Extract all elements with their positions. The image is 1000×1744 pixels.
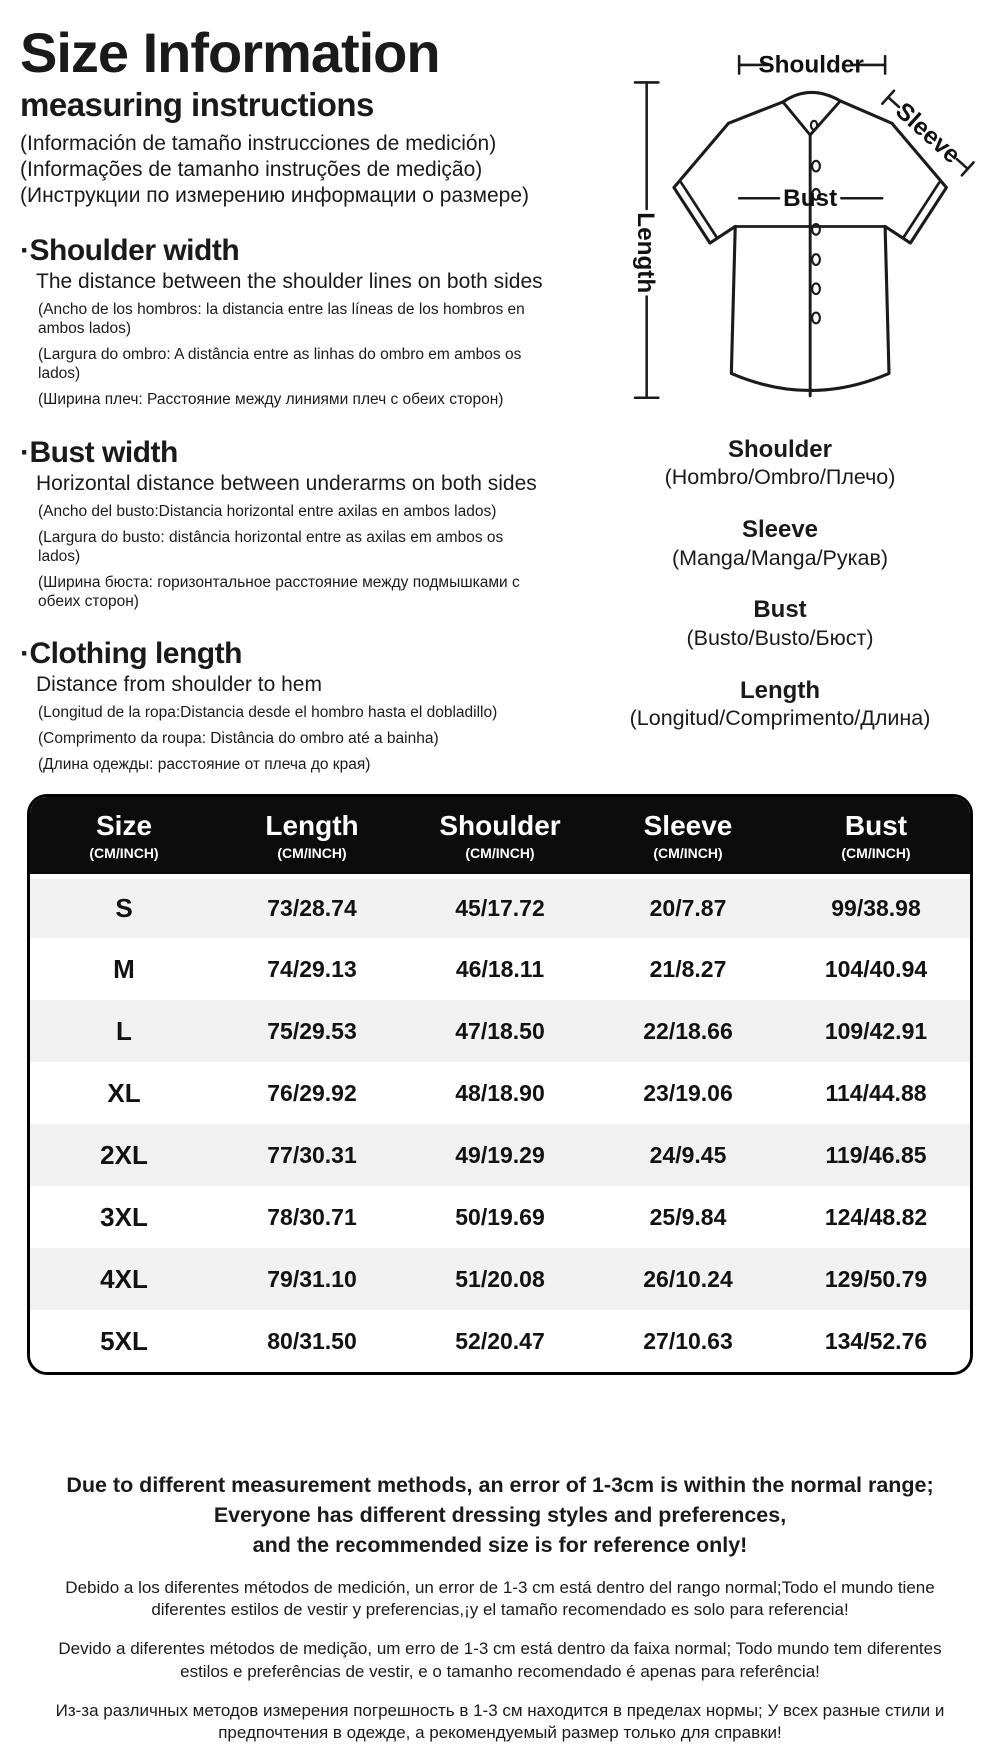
legend-term: Shoulder bbox=[727, 436, 832, 463]
section-description: Distance from shoulder to hem bbox=[36, 673, 322, 697]
sleeve-cell: 25/9.84 bbox=[649, 1203, 727, 1230]
size-cell: M bbox=[113, 953, 135, 984]
length-cell: 76/29.92 bbox=[267, 1079, 357, 1106]
length-cell: 80/31.50 bbox=[267, 1327, 357, 1354]
disclaimer-section bbox=[0, 1471, 1000, 1744]
section-translation-es: (Ancho de los hombros: la distancia entre las líneas de los hombros en ambos lados) bbox=[38, 301, 525, 338]
header-cell-bust bbox=[782, 797, 970, 876]
section-translation-ru: (Длина одежды: расстояние от плеча до края) bbox=[38, 756, 371, 774]
bust-cell: 119/46.85 bbox=[825, 1141, 927, 1168]
table-row-3xl bbox=[30, 1186, 970, 1248]
shoulder-cell: 50/19.69 bbox=[455, 1203, 545, 1230]
bust-cell: 129/50.79 bbox=[824, 1265, 928, 1292]
section-clothing-length bbox=[20, 637, 560, 775]
legend-translation: (Longitud/Comprimento/Длина) bbox=[629, 705, 931, 730]
header-cell-shoulder bbox=[406, 797, 594, 876]
section-translation-es: (Ancho del busto:Distancia horizontal entre axilas en ambos lados) bbox=[38, 502, 497, 520]
subtitle-translation-es: (Información de tamaño instrucciones de medición) bbox=[20, 131, 497, 155]
sleeve-cell: 22/18.66 bbox=[643, 1017, 733, 1044]
header-cell-size bbox=[30, 797, 218, 876]
section-bust-width bbox=[20, 436, 560, 612]
unit-label: (CM/INCH) bbox=[653, 844, 723, 861]
shoulder-cell: 47/18.50 bbox=[455, 1017, 545, 1044]
disclaimer-en-line: and the recommended size is for reference only! bbox=[252, 1532, 748, 1557]
shoulder-cell: 52/20.47 bbox=[455, 1327, 545, 1354]
right-cuff-line bbox=[903, 183, 939, 238]
section-heading: ·Clothing length bbox=[20, 637, 242, 671]
left-cuff-line bbox=[681, 183, 717, 238]
bust-cell: 109/42.91 bbox=[824, 1017, 928, 1044]
section-translation-es: (Longitud de la ropa:Distancia desde el hombro hasta el dobladillo) bbox=[38, 704, 498, 722]
section-heading: ·Bust width bbox=[20, 435, 178, 469]
table-row-5xl bbox=[30, 1310, 970, 1372]
size-cell: L bbox=[116, 1015, 132, 1046]
bust-cell: 134/52.76 bbox=[824, 1327, 928, 1354]
diagram-column bbox=[560, 26, 1000, 768]
section-description: Horizontal distance between underarms on both sides bbox=[36, 471, 537, 495]
bust-cell: 99/38.98 bbox=[831, 895, 921, 922]
size-table-header bbox=[30, 797, 970, 876]
size-cell: XL bbox=[107, 1077, 141, 1108]
legend-item-shoulder bbox=[560, 437, 1000, 491]
legend-term: Sleeve bbox=[741, 516, 819, 544]
size-table bbox=[30, 797, 970, 1372]
header-cell-length bbox=[218, 797, 406, 876]
subtitle-translation-ru: (Инструкции по измерению информации о размере) bbox=[20, 183, 530, 207]
column-label: Bust bbox=[844, 810, 908, 841]
page-title: Size Information bbox=[20, 21, 440, 84]
subtitle-translation-pt: (Informações de tamanho instruções de medição) bbox=[20, 157, 483, 181]
size-table-container bbox=[27, 794, 973, 1375]
bust-measure-label: Bust bbox=[783, 185, 838, 213]
bust-cell: 124/48.82 bbox=[824, 1203, 928, 1230]
bust-cell: 114/44.88 bbox=[825, 1079, 927, 1106]
sleeve-cell: 23/19.06 bbox=[643, 1079, 733, 1106]
table-row-s bbox=[30, 876, 970, 938]
legend-term: Length bbox=[740, 676, 820, 704]
disclaimer-en-line: Everyone has different dressing styles and preferences, bbox=[213, 1502, 787, 1527]
length-cell: 79/31.10 bbox=[267, 1265, 357, 1292]
legend-term: Bust bbox=[753, 596, 807, 624]
shoulder-measure-label: Shoulder bbox=[758, 51, 864, 79]
page-subtitle: measuring instructions bbox=[20, 85, 374, 123]
size-table-body bbox=[30, 876, 970, 1372]
shirt-buttons bbox=[811, 121, 820, 324]
top-section bbox=[0, 21, 1000, 774]
size-cell: S bbox=[115, 893, 133, 924]
header-cell-sleeve bbox=[594, 797, 782, 876]
diagram-legend bbox=[560, 437, 1000, 732]
column-label: Shoulder bbox=[439, 810, 561, 841]
legend-item-bust bbox=[560, 597, 1000, 651]
shoulder-cell: 45/17.72 bbox=[455, 895, 545, 922]
table-row-m bbox=[30, 938, 970, 1000]
sleeve-cell: 21/8.27 bbox=[649, 955, 727, 982]
unit-label: (CM/INCH) bbox=[89, 844, 159, 861]
unit-label: (CM/INCH) bbox=[277, 844, 347, 861]
table-row-l bbox=[30, 1000, 970, 1062]
length-cell: 74/29.13 bbox=[267, 955, 357, 982]
section-translation-pt: (Comprimento da roupa: Distância do ombro até a bainha) bbox=[38, 730, 439, 748]
intro-column bbox=[20, 21, 560, 774]
column-label: Length bbox=[265, 810, 359, 841]
legend-translation: (Busto/Busto/Бюст) bbox=[686, 625, 874, 650]
shoulder-cell: 51/20.08 bbox=[455, 1265, 545, 1292]
table-row-4xl bbox=[30, 1248, 970, 1310]
length-cell: 73/28.74 bbox=[267, 895, 357, 922]
size-cell: 3XL bbox=[100, 1201, 148, 1232]
shirt-measurement-diagram bbox=[561, 26, 999, 425]
shoulder-cell: 46/18.11 bbox=[455, 955, 545, 982]
sleeve-cell: 24/9.45 bbox=[649, 1141, 727, 1168]
unit-label: (CM/INCH) bbox=[465, 844, 535, 861]
section-description: The distance between the shoulder lines on both sides bbox=[36, 270, 543, 294]
section-translation-pt: (Largura do ombro: A distância entre as linhas do ombro em ambos os lados) bbox=[38, 346, 522, 383]
length-cell: 78/30.71 bbox=[267, 1203, 357, 1230]
legend-translation: (Hombro/Ombro/Плечо) bbox=[664, 465, 896, 490]
shoulder-cell: 49/19.29 bbox=[455, 1141, 545, 1168]
section-translation-ru: (Ширина плеч: Расстояние между линиями плеч с обеих сторон) bbox=[38, 390, 504, 408]
section-translation-ru: (Ширина бюста: горизонтальное расстояние между подмышками с обеих сторон) bbox=[38, 573, 520, 610]
disclaimer-en bbox=[0, 1471, 1000, 1560]
size-cell: 4XL bbox=[100, 1263, 148, 1294]
legend-item-length bbox=[560, 678, 1000, 732]
disclaimer-pt: Devido a diferentes métodos de medição, um erro de 1-3 cm está dentro da faixa normal; Todo mundo tem diferentes estilos e preferências de vestir, e o tamanho recomendado é apenas para referência! bbox=[58, 1639, 942, 1681]
size-cell: 2XL bbox=[100, 1139, 148, 1170]
disclaimer-en-line: Due to different measurement methods, an error of 1-3cm is within the normal range; bbox=[66, 1473, 934, 1498]
disclaimer-ru: Из-за различных методов измерения погрешность в 1-3 см находится в пределах нормы; У всех разные стили и предпочтения в одежде, а рекомендуемый размер только для справки! bbox=[55, 1700, 945, 1742]
table-row-xl bbox=[30, 1062, 970, 1124]
length-cell: 75/29.53 bbox=[267, 1017, 357, 1044]
length-cell: 77/30.31 bbox=[267, 1141, 357, 1168]
sleeve-cell: 20/7.87 bbox=[649, 895, 727, 922]
section-shoulder-width bbox=[20, 234, 560, 410]
column-label: Size bbox=[95, 810, 153, 841]
sleeve-measure-label: Sleeve bbox=[890, 97, 966, 170]
subtitle-translations bbox=[20, 131, 560, 208]
disclaimer-es: Debido a los diferentes métodos de medición, un error de 1-3 cm está dentro del rango normal;Todo el mundo tiene diferentes estilos de vestir y preferencias,¡y el tamaño recomendado es solo para referencia! bbox=[65, 1578, 935, 1620]
legend-item-sleeve bbox=[560, 517, 1000, 571]
table-row-2xl bbox=[30, 1124, 970, 1186]
sleeve-cell: 27/10.63 bbox=[643, 1327, 733, 1354]
section-translation-pt: (Largura do busto: distância horizontal entre as axilas em ambos os lados) bbox=[38, 528, 504, 565]
shoulder-cell: 48/18.90 bbox=[455, 1079, 545, 1106]
column-label: Sleeve bbox=[643, 810, 733, 841]
length-measure-label: Length bbox=[631, 212, 659, 294]
sleeve-cell: 26/10.24 bbox=[643, 1265, 733, 1292]
legend-translation: (Manga/Manga/Рукав) bbox=[671, 545, 889, 570]
unit-label: (CM/INCH) bbox=[841, 844, 911, 861]
collar bbox=[783, 101, 840, 135]
bust-cell: 104/40.94 bbox=[824, 955, 928, 982]
size-cell: 5XL bbox=[100, 1325, 148, 1356]
section-heading: ·Shoulder width bbox=[20, 234, 240, 268]
